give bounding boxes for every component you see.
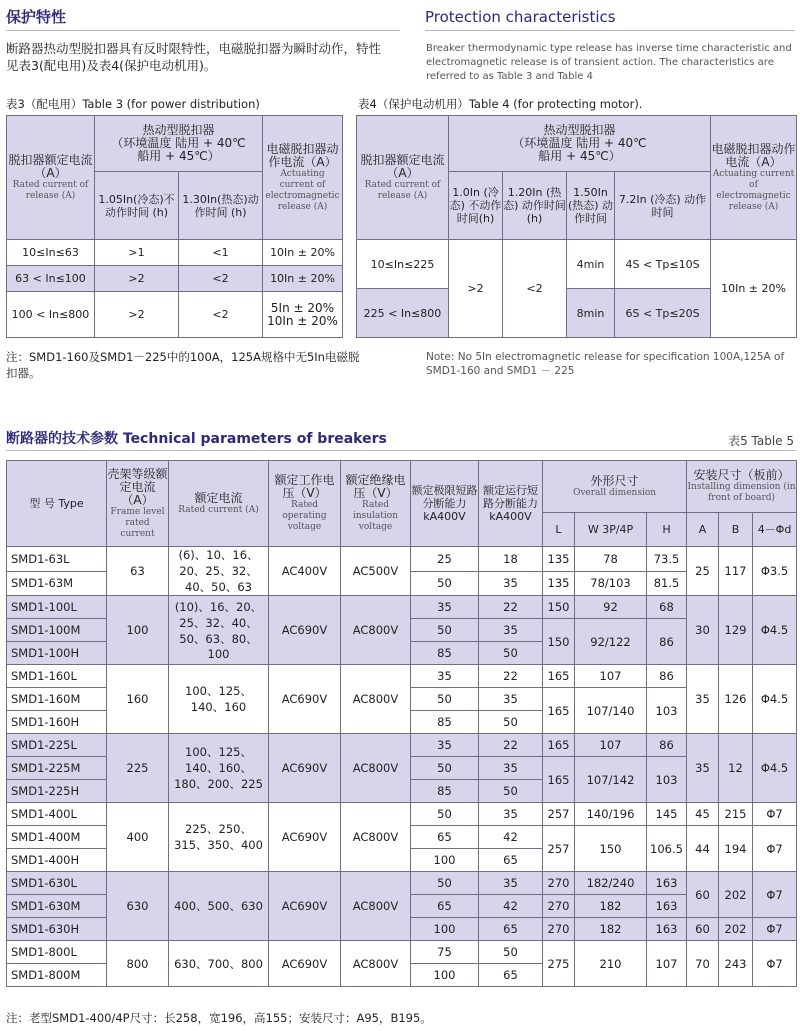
table-row: SMD1-630H 100 65 270 182 163 60 202 Φ7 — [7, 918, 797, 941]
table5-label: 表5 Table 5 — [728, 434, 794, 448]
divider — [6, 450, 796, 451]
t3-head-130: 1.30In(热态)动作时间 (h) — [179, 172, 263, 240]
t4-head-em: 电磁脱扣器动作电流（A） Actuating current of electromagnetic release (A) — [711, 116, 797, 240]
t3-head-em: 电磁脱扣器动作电流（A） Actuating current of electromagnetic release (A) — [263, 116, 343, 240]
table-row: SMD1-630M 65 42 270 182 163 — [7, 895, 797, 918]
t4-head-thermal: 热动型脱扣器 （环境温度 陆用 + 40℃ 船用 + 45℃） — [449, 116, 711, 172]
table-row: SMD1-63L 63 (6)、10、16、20、25、32、40、50、63 AC400V AC500V 25 18 135 78 73.5 25 117 Φ3.5 — [7, 547, 797, 572]
table3 — [6, 115, 343, 338]
table5-footnote: 注：老型SMD1-400/4P尺寸：长258，宽196，高155；安装尺寸：A95，B195。 — [6, 1011, 432, 1025]
table-row: SMD1-400H 100 65 — [7, 849, 797, 872]
table-row: SMD1-160H 85 50 — [7, 711, 797, 734]
divider — [425, 30, 795, 31]
table3-caption: 表3（配电用）Table 3 (for power distribution) — [6, 97, 260, 111]
note-cn: 注：SMD1-160及SMD1－225中的100A，125A规格中无5In电磁脱扣器。 — [6, 350, 360, 380]
t3-head-rated: 脱扣器额定电流（A） Rated current of release (A) — [7, 116, 95, 240]
divider — [6, 30, 400, 31]
table-row: 10≤In≤63 >1 <1 10In ± 20% — [7, 240, 343, 266]
table-row: 63 < In≤100 >2 <2 10In ± 20% — [7, 266, 343, 292]
table-row: 225 < In≤800 8min 6S < Tp≤20S — [357, 289, 797, 338]
desc-cn: 断路器热动型脱扣器具有反时限特性，电磁脱扣器为瞬时动作，特性见表3(配电用)及表4(保护电动机用)。 — [6, 41, 382, 73]
table-row: 10≤In≤225 >2 <2 4min 4S < Tp≤10S 10In ± 20% — [357, 240, 797, 289]
table-row: SMD1-400L 400 225、250、315、350、400 AC690V AC800V 50 35 257 140/196 145 45 215 Φ7 — [7, 803, 797, 826]
table-row: SMD1-100H 85 50 — [7, 642, 797, 665]
table-row: SMD1-225M 50 35 165 107/142 103 — [7, 757, 797, 780]
table4-caption: 表4（保护电动机用）Table 4 (for protecting motor). — [358, 97, 643, 111]
table-row: SMD1-800M 100 65 — [7, 964, 797, 987]
table-row: SMD1-225H 85 50 — [7, 780, 797, 803]
table-row: SMD1-160L 160 100、125、140、160 AC690V AC800V 35 22 165 107 86 35 126 Φ4.5 — [7, 665, 797, 688]
table4: 脱扣器额定电流（A） Rated current of release (A) 热动型脱扣器 （环境温度 陆用 + 40℃ 船用 + 45℃） 电磁脱扣器动作电流（A） Actuating current of electromagnetic release (A) 1.0In (冷态) 不动作时间(h) 1.20In (热态) 动作时间 (h) 1.50In (热态) 动作时间 7.2In (冷态) 动作时间 10≤In≤225 >2 <2 4min 4S < Tp≤10S 10In ± 20% 225 < In≤800 8min 6S < Tp≤20S — [356, 115, 797, 338]
table-row: SMD1-800L 800 630、700、800 AC690V AC800V 75 50 275 210 107 70 243 Φ7 — [7, 941, 797, 964]
desc-en: Breaker thermodynamic type release has inverse time characteristic and electromagnetic release is of transient action. The characteristics are referred to as Table 3 and Table 4 — [426, 43, 792, 82]
table-row: SMD1-630L 630 400、500、630 AC690V AC800V 50 35 270 182/240 163 60 202 Φ7 — [7, 872, 797, 895]
section-title-en: Protection characteristics — [425, 8, 616, 26]
t3-head-105: 1.05In(冷态)不动作时间 (h) — [95, 172, 179, 240]
table-row: SMD1-400M 65 42 257 150 106.5 44 194 Φ7 — [7, 826, 797, 849]
t4-head-rated: 脱扣器额定电流（A） Rated current of release (A) — [357, 116, 449, 240]
table-row: SMD1-100M 50 35 150 92/122 86 — [7, 619, 797, 642]
section-title-cn: 保护特性 — [6, 8, 67, 26]
table-row: SMD1-100L 100 (10)、16、20、25、32、40、50、63、80、100 AC690V AC800V 35 22 150 92 68 30 129 Φ4.5 — [7, 596, 797, 619]
table-row: SMD1-160M 50 35 165 107/140 103 — [7, 688, 797, 711]
table-row: SMD1-63M 50 35 135 78/103 81.5 — [7, 571, 797, 596]
table5-title: 断路器的技术参数 Technical parameters of breakers — [6, 431, 387, 447]
t3-head-thermal: 热动型脱扣器 （环境温度 陆用 + 40℃ 船用 + 45℃） — [95, 116, 263, 172]
table-row: SMD1-225L 225 100、125、140、160、180、200、225 AC690V AC800V 35 22 165 107 86 35 12 Φ4.5 — [7, 734, 797, 757]
note-en: Note: No 5In electromagnetic release for specification 100A,125A of SMD1-160 and SMD1 － 225 — [426, 351, 785, 377]
table5: 型 号 Type 壳架等级额定电流（A） Frame level rated current 额定电流 Rated current (A) 额定工作电压（V） Rated operating voltage 额定绝缘电压（V） Rated insulation voltage 额定极限短路分断能力 kA400V 额定运行短路分断能力 kA400V 外形尺寸 Overall dimension 安装尺寸（板前） Installing dimension (in front of board) L W 3P/4P H A B 4－Φd SMD1-63L 63 (6)、10、16、20、25、32、40、50、63 AC400V AC500V 25 18 135 78 73.5 25 117 Φ3.5 SMD1-63M 50 35 135 78/103 81.5 SMD1-100L 100 (10)、16、20、25、32、40、50、63、80、100 AC690V AC800V 35 22 150 92 68 30 129 Φ4.5 SMD1-100M 50 35 150 92/122 86 SMD1-100H 85 50 SMD1-160L 160 100、125、140、160 AC690V AC800V 35 22 165 107 86 35 126 Φ4.5 SMD1-160M 50 35 165 107/140 103 SMD1-160H 85 50 SMD1-225L 225 100、125、140、160、180、200、225 AC690V AC800V 35 22 165 107 86 35 12 Φ4.5 SMD1-225M 50 35 165 107/142 103 SMD1-225H 85 50 SMD1-400L 400 225、250、315、350、400 AC690V AC800V 50 35 257 140/196 145 45 215 Φ7 SMD1-400M 65 42 257 150 106.5 44 194 Φ7 SMD1-400H 100 65 SMD1-630L 630 400、500、630 AC690V AC800V 50 35 270 182/240 163 60 202 Φ7 SMD1-630M 65 42 270 182 163 SMD1-630H 100 65 270 182 163 60 202 Φ7 SMD1-800L 800 630、700、800 AC690V AC800V 75 50 275 210 107 70 243 Φ7 SMD1-800M 100 65 — [6, 460, 797, 987]
table-row: 100 < In≤800 >2 <2 5In ± 20% 10In ± 20% — [7, 292, 343, 338]
